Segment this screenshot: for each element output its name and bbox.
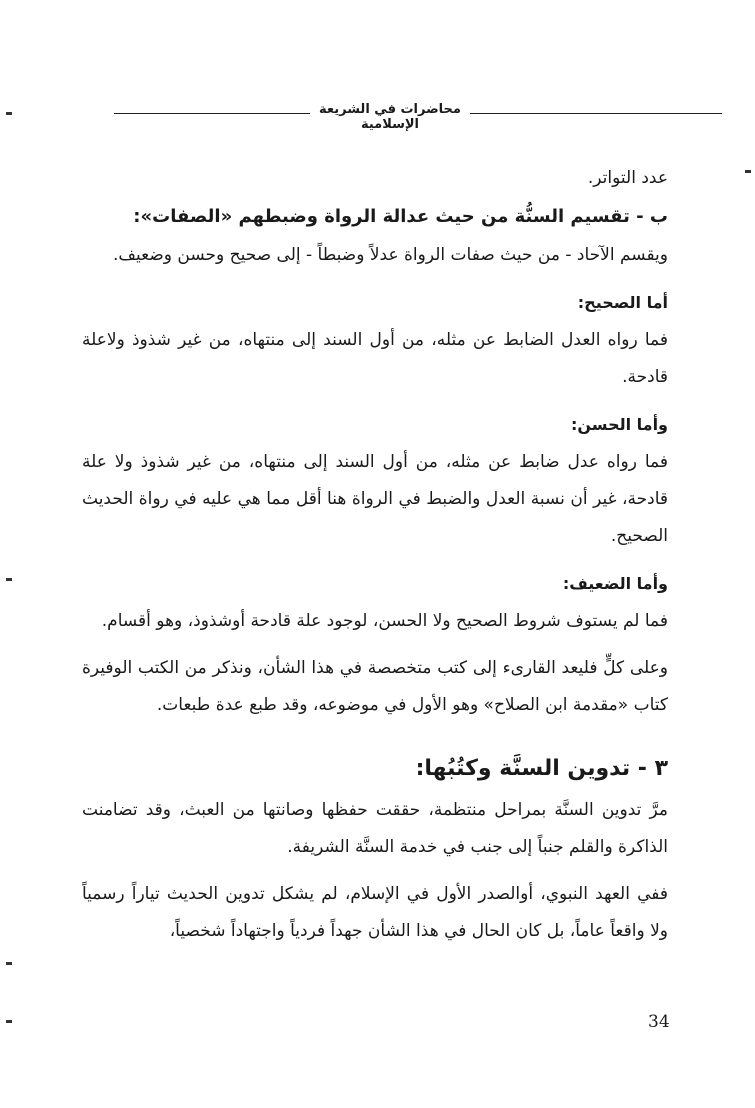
page-number: 34 bbox=[648, 1012, 670, 1032]
running-header bbox=[18, 98, 738, 132]
margin-mark bbox=[6, 578, 12, 581]
subheading-hasan: وأما الحسن: bbox=[570, 415, 668, 434]
paragraph-text: فما رواه عدل ضابط عن مثله، من أول السند إلى منتهاه، من غير شذوذ ولا علة قادحة، غير أن نسبة العدل والضبط في الرواة هنا أقل مما هي عليه في رواة الحديث الصحيح. bbox=[82, 452, 668, 546]
subheading-daif: وأما الضعيف: bbox=[562, 574, 668, 593]
section-heading: ٣ - تدوين السنَّة وكتُبُها: bbox=[415, 756, 668, 781]
paragraph-text: ففي العهد النبوي، أوالصدر الأول في الإسلام، لم يشكل تدوين الحديث تياراً رسمياً ولا واقعاً عاماً، بل كان الحال في هذا الشأن جهداً فردياً واجتهاداً شخصياً، bbox=[82, 884, 668, 941]
paragraph-text: فما رواه العدل الضابط عن مثله، من أول السند إلى منتهاه، من غير شذوذ ولاعلة قادحة. bbox=[82, 330, 668, 387]
paragraph-text: عدد التواتر. bbox=[587, 168, 668, 188]
paragraph-text: وعلى كلٍّ فليعد القارىء إلى كتب متخصصة في هذا الشأن، ونذكر من الكتب الوفيرة كتاب «مقدمة ابن الصلاح» وهو الأول في موضوعه، وقد طبع عدة طبعات. bbox=[82, 658, 668, 715]
paragraph-text: فما لم يستوف شروط الصحيح ولا الحسن، لوجود علة قادحة أوشذوذ، وهو أقسام. bbox=[101, 611, 668, 631]
subheading-sahih: أما الصحيح: bbox=[577, 293, 668, 312]
paragraph-text: مرَّ تدوين السنَّة بمراحل منتظمة، حققت حفظها وصانتها من العبث، وقد تضامنت الذاكرة والقلم جنباً إلى جنب في خدمة السنَّة الشريفة. bbox=[82, 800, 668, 857]
margin-mark bbox=[6, 1020, 12, 1023]
margin-mark bbox=[6, 962, 12, 965]
page-body bbox=[82, 160, 668, 950]
header-title: محاضرات في الشريعة الإسلامية bbox=[319, 102, 461, 132]
header-rule-right bbox=[470, 113, 722, 114]
subheading-classification: ب - تقسيم السنُّة من حيث عدالة الرواة وضبطهم «الصفات»: bbox=[133, 206, 668, 227]
margin-mark bbox=[6, 112, 12, 115]
paragraph-text: ويقسم الآحاد - من حيث صفات الرواة عدلاً وضبطاً - إلى صحيح وحسن وضعيف. bbox=[113, 245, 668, 265]
header-rule-left bbox=[114, 113, 310, 114]
margin-mark bbox=[745, 170, 751, 173]
